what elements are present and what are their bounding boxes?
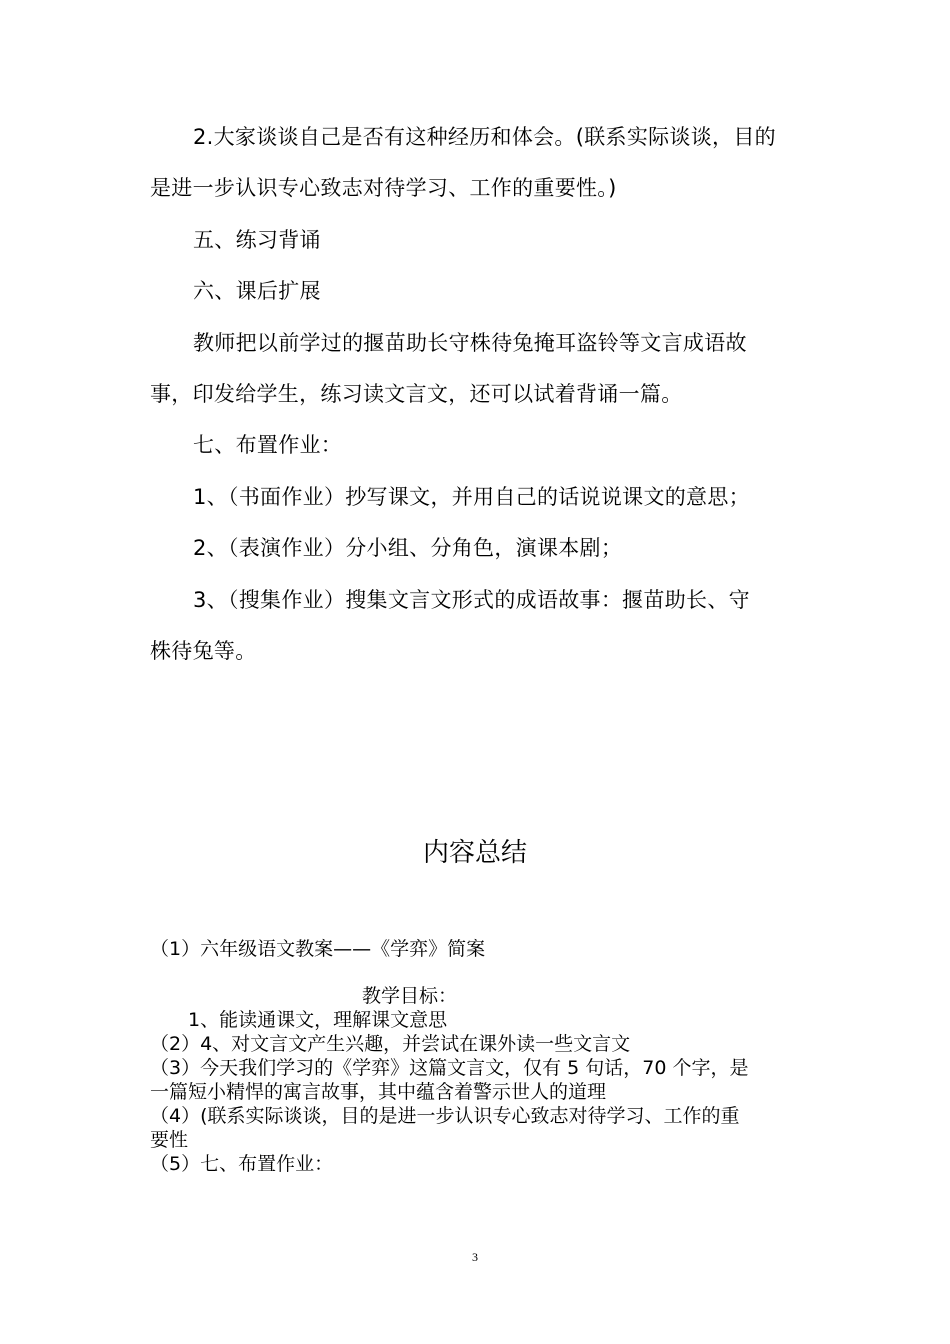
summary-item: 教学目标： [362,985,458,1007]
section-heading-homework [150,420,810,471]
text-line: 株待兔等。 [150,639,257,663]
text-line: 是进一步认识专心致志对待学习、工作的重要性。) [150,176,617,200]
summary-item: （4）(联系实际谈谈，目的是进一步认识专心致志对待学习、工作的重 [150,1105,740,1127]
text-line: 3、（搜集作业）搜集文言文形式的成语故事：揠苗助长、守 [193,588,750,612]
homework-item-1 [150,472,810,523]
summary-title: 内容总结 [422,838,527,868]
text-line: 事，印发给学生，练习读文言文，还可以试着背诵一篇。 [150,382,683,406]
summary-item: 一篇短小精悍的寓言故事，其中蕴含着警示世人的道理 [150,1081,607,1103]
summary-item: 要性 [150,1129,189,1151]
section-heading-extension [150,266,810,317]
summary-item: （1）六年级语文教案——《学弈》简案 [150,938,486,960]
page-number: 3 [472,1250,478,1264]
text-line: 2、（表演作业）分小组、分角色，演课本剧； [193,536,623,560]
text-line: 七、布置作业： [193,433,343,457]
paragraph-extension [150,318,810,420]
summary-item: 1、能读通课文，理解课文意思 [188,1009,448,1031]
summary-item: （5）七、布置作业： [150,1153,334,1175]
homework-item-2 [150,523,810,574]
summary-item: （2）4、对文言文产生兴趣，并尝试在课外读一些文言文 [150,1033,631,1055]
summary-item: （3）今天我们学习的《学弈》这篇文言文，仅有 5 句话，70 个字，是 [150,1057,749,1079]
text-line: 五、练习背诵 [193,228,321,252]
text-line: 六、课后扩展 [193,279,321,303]
paragraph-discussion [150,112,810,214]
section-heading-recite [150,215,810,266]
text-line: 教师把以前学过的揠苗助长守株待兔掩耳盗铃等文言成语故 [193,331,747,355]
text-line: 1、（书面作业）抄写课文，并用自己的话说说课文的意思； [193,485,750,509]
text-line: 2.大家谈谈自己是否有这种经历和体会。(联系实际谈谈，目的 [193,125,776,149]
homework-item-3 [150,575,810,677]
